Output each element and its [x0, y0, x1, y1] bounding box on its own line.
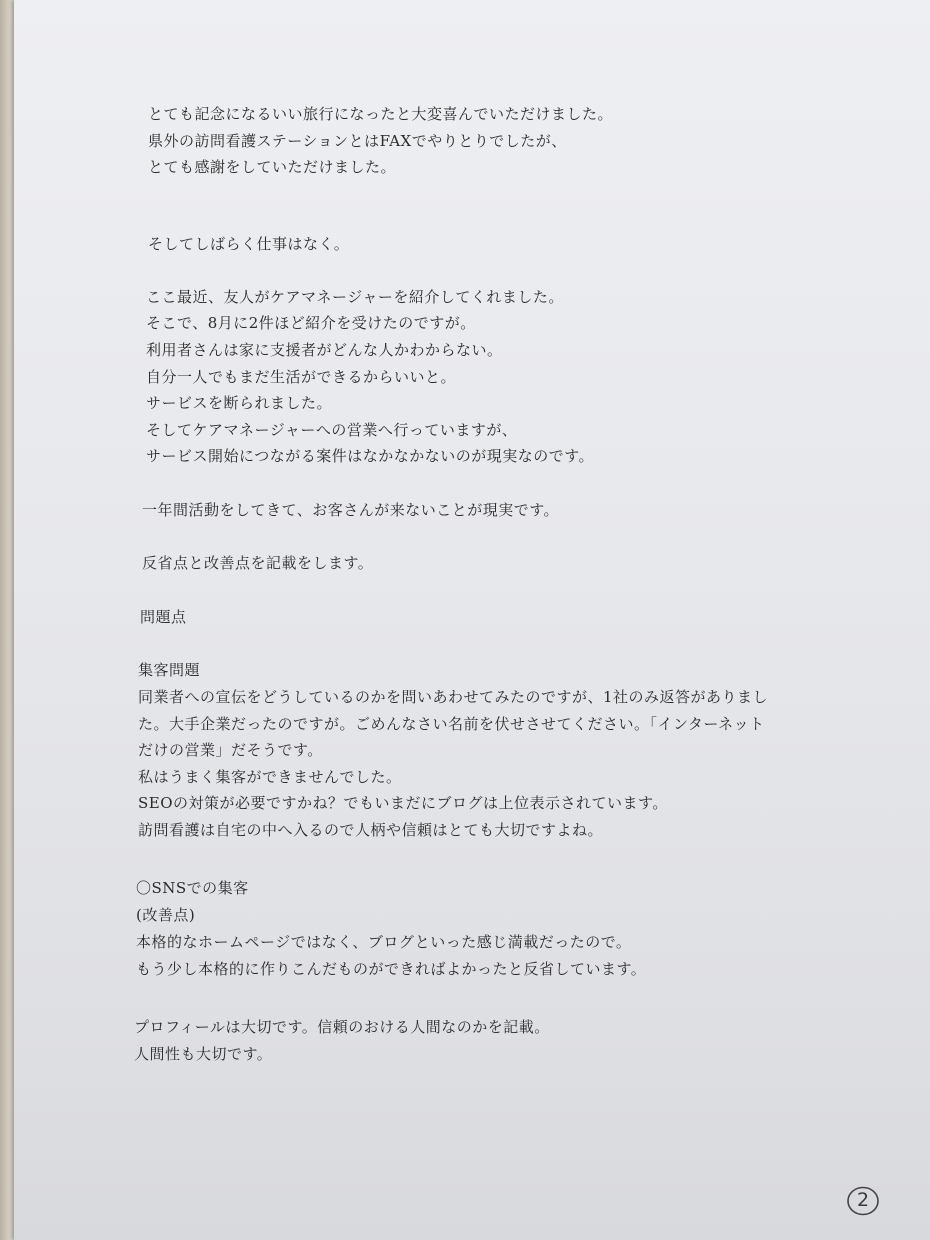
text-line: だけの営業」だそうです。 — [138, 741, 323, 759]
text-line: とても記念になるいい旅行になったと大変喜んでいただけました。 — [148, 105, 614, 123]
text-line: 利用者さんは家に支援者がどんな人かわからない。 — [146, 341, 503, 359]
text-line: サービス開始につながる案件はなかなかないのが現実なのです。 — [146, 447, 595, 465]
page-number: 2 — [856, 1189, 870, 1211]
text-line: 一年間活動をしてきて、お客さんが来ないことが現実です。 — [142, 501, 560, 519]
text-line: 本格的なホームページではなく、ブログといった感じ満載だったので。 — [136, 933, 632, 951]
section-heading: 〇SNSでの集客 — [136, 879, 249, 897]
text-line: 訪問看護は自宅の中へ入るので人柄や信頼はとても大切ですよね。 — [138, 821, 604, 839]
text-line: 自分一人でもまだ生活ができるからいいと。 — [146, 368, 457, 386]
text-line: 同業者への宣伝をどうしているのかを問いあわせてみたのですが、1社のみ返答がありまし — [138, 688, 769, 706]
text-line: とても感謝をしていただけました。 — [148, 158, 397, 176]
text-line: SEOの対策が必要ですかね？でもいまだにブログは上位表示されています。 — [138, 794, 668, 812]
text-line: そこで、8月に2件ほど紹介を受けたのですが。 — [146, 314, 476, 332]
text-line: (改善点) — [136, 906, 196, 924]
text-line: 反省点と改善点を記載をします。 — [142, 554, 374, 572]
handwritten-page-number — [846, 1185, 880, 1217]
section-heading: 問題点 — [140, 608, 187, 626]
text-line: 県外の訪問看護ステーションとはFAXでやりとりでしたが、 — [148, 132, 567, 150]
section-heading: 集客問題 — [138, 661, 201, 679]
document-page — [14, 0, 930, 1240]
text-line: プロフィールは大切です。信頼のおける人間なのかを記載。 — [134, 1018, 550, 1036]
text-line: 人間性も大切です。 — [134, 1045, 273, 1063]
text-line: サービスを断られました。 — [146, 394, 333, 412]
text-line: ここ最近、友人がケアマネージャーを紹介してくれました。 — [146, 288, 564, 306]
text-line: もう少し本格的に作りこんだものができればよかったと反省しています。 — [136, 960, 647, 978]
text-line: 私はうまく集客ができませんでした。 — [138, 768, 402, 786]
text-line: た。大手企業だったのですが。ごめんなさい名前を伏せさせてください。「インターネット — [138, 715, 765, 733]
text-line: そしてしばらく仕事はなく。 — [148, 235, 350, 253]
text-line: そしてケアマネージャーへの営業へ行っていますが、 — [146, 421, 518, 439]
